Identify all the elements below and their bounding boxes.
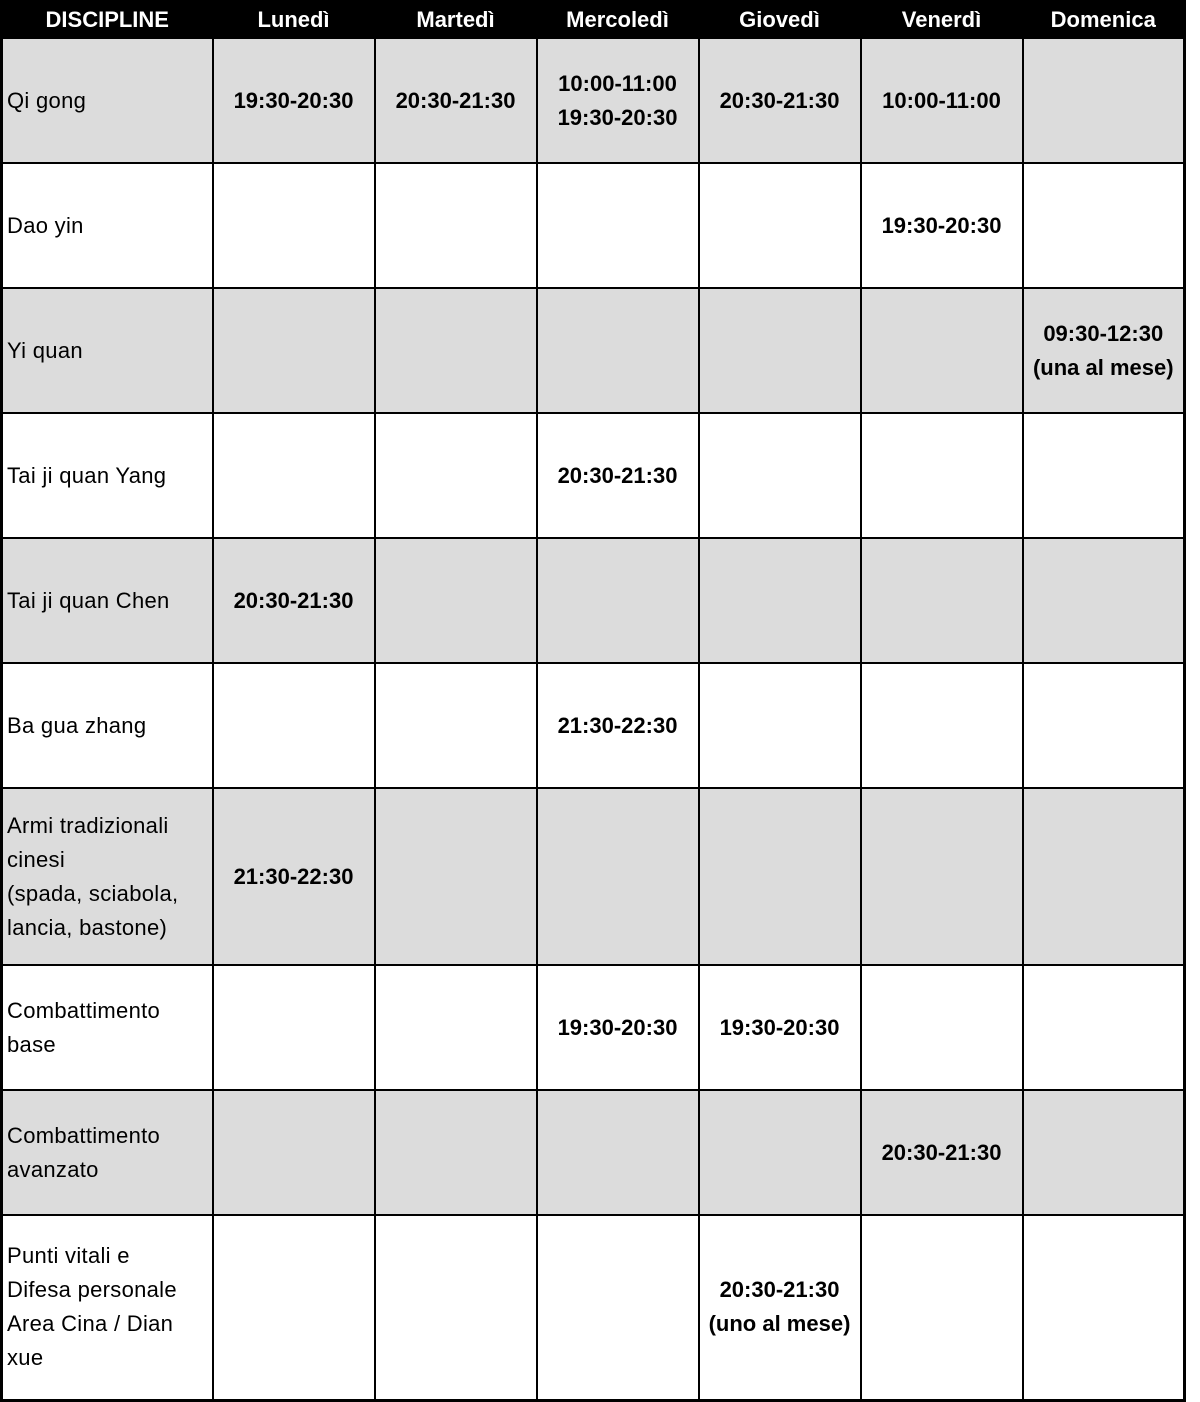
header-day-tuesday: Martedì	[375, 2, 537, 39]
schedule-cell-wednesday	[537, 288, 699, 413]
schedule-cell-thursday	[699, 1090, 861, 1215]
discipline-name-line: Punti vitali e	[7, 1243, 130, 1269]
discipline-name-line: Combattimento	[7, 1122, 161, 1148]
discipline-name-line: cinesi	[7, 846, 66, 872]
discipline-name-line: (spada, sciabola,	[7, 880, 179, 906]
table-row	[2, 663, 1185, 788]
schedule-cell-wednesday	[537, 965, 699, 1090]
time-slot: (uno al mese)	[708, 1311, 851, 1337]
discipline-cell	[2, 788, 213, 965]
schedule-cell-sunday	[1023, 965, 1185, 1090]
schedule-cell-monday	[213, 38, 375, 163]
header-discipline: DISCIPLINE	[2, 2, 213, 39]
time-slot: 19:30-20:30	[557, 1014, 678, 1040]
time-slot: 20:30-21:30	[719, 1277, 840, 1303]
schedule-cell-thursday	[699, 788, 861, 965]
schedule-cell-friday	[861, 163, 1023, 288]
discipline-cell	[2, 538, 213, 663]
time-slot: 19:30-20:30	[233, 87, 354, 113]
discipline-cell	[2, 1215, 213, 1400]
time-slot: 19:30-20:30	[719, 1014, 840, 1040]
schedule-cell-thursday	[699, 1215, 861, 1400]
schedule-cell-thursday	[699, 288, 861, 413]
schedule-cell-friday	[861, 965, 1023, 1090]
discipline-name-line: Dao yin	[7, 212, 84, 238]
schedule-cell-sunday	[1023, 163, 1185, 288]
schedule-cell-thursday	[699, 163, 861, 288]
schedule-cell-tuesday	[375, 163, 537, 288]
schedule-cell-friday	[861, 538, 1023, 663]
schedule-cell-sunday	[1023, 1090, 1185, 1215]
schedule-cell-thursday	[699, 413, 861, 538]
schedule-cell-wednesday	[537, 663, 699, 788]
schedule-cell-tuesday	[375, 788, 537, 965]
schedule-cell-wednesday	[537, 788, 699, 965]
header-row	[2, 2, 1185, 39]
discipline-cell	[2, 663, 213, 788]
time-slot: 09:30-12:30	[1043, 320, 1164, 346]
schedule-cell-wednesday	[537, 538, 699, 663]
schedule-cell-friday	[861, 788, 1023, 965]
schedule-cell-wednesday	[537, 1215, 699, 1400]
schedule-cell-monday	[213, 413, 375, 538]
time-slot: 20:30-21:30	[233, 587, 354, 613]
schedule-cell-wednesday	[537, 1090, 699, 1215]
time-slot: 20:30-21:30	[557, 462, 678, 488]
schedule-cell-sunday	[1023, 538, 1185, 663]
header-day-thursday: Giovedì	[699, 2, 861, 39]
table-row	[2, 538, 1185, 663]
time-slot: 10:00-11:00	[882, 87, 1001, 113]
schedule-cell-thursday	[699, 538, 861, 663]
schedule-cell-thursday	[699, 38, 861, 163]
schedule-cell-friday	[861, 1090, 1023, 1215]
discipline-name-line: Area Cina / Dian	[7, 1311, 174, 1337]
schedule-cell-monday	[213, 965, 375, 1090]
schedule-cell-sunday	[1023, 413, 1185, 538]
schedule-cell-monday	[213, 288, 375, 413]
time-slot: 10:00-11:00	[558, 70, 677, 96]
schedule-cell-tuesday	[375, 538, 537, 663]
schedule-cell-thursday	[699, 663, 861, 788]
schedule-cell-tuesday	[375, 1215, 537, 1400]
discipline-name-line: xue	[7, 1345, 44, 1371]
discipline-name-line: Armi tradizionali	[7, 812, 169, 838]
schedule-cell-wednesday	[537, 413, 699, 538]
schedule-cell-friday	[861, 1215, 1023, 1400]
schedule-cell-sunday	[1023, 1215, 1185, 1400]
discipline-name-line: Yi quan	[7, 337, 83, 363]
schedule-cell-wednesday	[537, 38, 699, 163]
time-slot: 19:30-20:30	[557, 104, 678, 130]
schedule-cell-monday	[213, 788, 375, 965]
time-slot: 21:30-22:30	[233, 863, 354, 889]
schedule-cell-friday	[861, 663, 1023, 788]
time-slot: 19:30-20:30	[881, 212, 1002, 238]
discipline-cell	[2, 1090, 213, 1215]
header-day-monday: Lunedì	[213, 2, 375, 39]
table-row	[2, 1215, 1185, 1400]
discipline-name-line: avanzato	[7, 1156, 99, 1182]
discipline-name-line: lancia, bastone)	[7, 914, 168, 940]
table-row	[2, 288, 1185, 413]
schedule-cell-tuesday	[375, 1090, 537, 1215]
header-day-sunday: Domenica	[1023, 2, 1185, 39]
discipline-cell	[2, 288, 213, 413]
schedule-cell-sunday	[1023, 663, 1185, 788]
schedule-cell-thursday	[699, 965, 861, 1090]
discipline-name-line: Difesa personale	[7, 1277, 177, 1303]
schedule-body	[2, 38, 1185, 1400]
discipline-name-line: Ba gua zhang	[7, 712, 147, 738]
discipline-cell	[2, 38, 213, 163]
schedule-cell-sunday	[1023, 288, 1185, 413]
table-row	[2, 413, 1185, 538]
schedule-cell-sunday	[1023, 788, 1185, 965]
schedule-cell-monday	[213, 1215, 375, 1400]
header-day-wednesday: Mercoledì	[537, 2, 699, 39]
schedule-cell-monday	[213, 163, 375, 288]
time-slot: 20:30-21:30	[395, 87, 516, 113]
discipline-name-line: Tai ji quan Yang	[7, 462, 167, 488]
time-slot: 20:30-21:30	[881, 1139, 1002, 1165]
schedule-cell-friday	[861, 288, 1023, 413]
time-slot: 20:30-21:30	[719, 87, 840, 113]
schedule-header	[2, 2, 1185, 39]
table-row	[2, 163, 1185, 288]
table-row	[2, 788, 1185, 965]
discipline-name-line: base	[7, 1031, 56, 1057]
schedule-cell-friday	[861, 413, 1023, 538]
discipline-cell	[2, 965, 213, 1090]
schedule-cell-monday	[213, 1090, 375, 1215]
schedule-cell-wednesday	[537, 163, 699, 288]
schedule-cell-tuesday	[375, 663, 537, 788]
table-row	[2, 38, 1185, 163]
discipline-cell	[2, 413, 213, 538]
table-row	[2, 1090, 1185, 1215]
table-row	[2, 965, 1185, 1090]
schedule-cell-tuesday	[375, 965, 537, 1090]
schedule-cell-tuesday	[375, 38, 537, 163]
schedule-cell-friday	[861, 38, 1023, 163]
time-slot: 21:30-22:30	[557, 712, 678, 738]
discipline-name-line: Combattimento	[7, 997, 161, 1023]
discipline-name-line: Qi gong	[7, 87, 87, 113]
schedule-cell-monday	[213, 538, 375, 663]
schedule-cell-tuesday	[375, 288, 537, 413]
schedule-cell-sunday	[1023, 38, 1185, 163]
schedule-cell-tuesday	[375, 413, 537, 538]
schedule-cell-monday	[213, 663, 375, 788]
discipline-name-line: Tai ji quan Chen	[7, 587, 170, 613]
header-day-friday: Venerdì	[861, 2, 1023, 39]
discipline-cell	[2, 163, 213, 288]
time-slot: (una al mese)	[1032, 354, 1174, 380]
